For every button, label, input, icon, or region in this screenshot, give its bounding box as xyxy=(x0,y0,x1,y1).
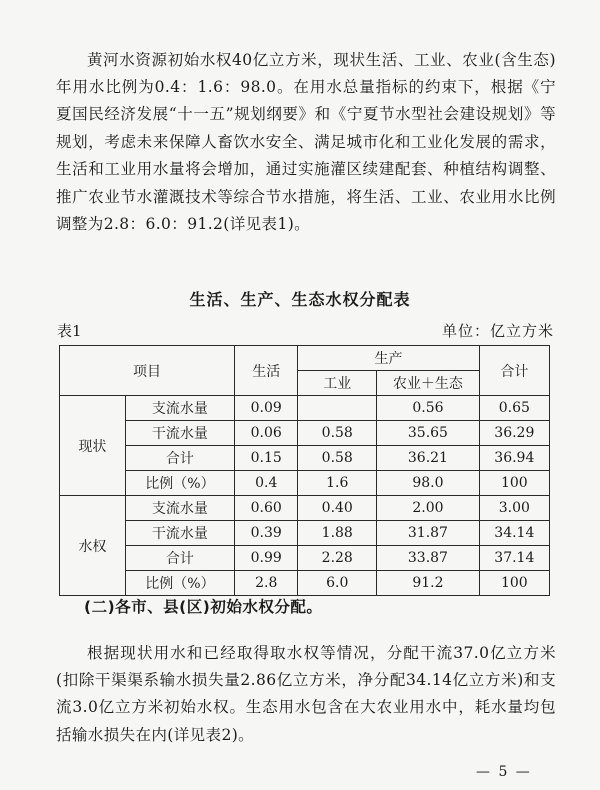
header-production: 生产 xyxy=(298,346,479,371)
cell-industry: 2.28 xyxy=(298,546,377,571)
cell-agri: 33.87 xyxy=(377,546,479,571)
table-row xyxy=(60,446,550,471)
cell-industry: 0.58 xyxy=(298,446,377,471)
cell-industry: 0.40 xyxy=(298,496,377,521)
table-row xyxy=(60,546,550,571)
cell-agri: 98.0 xyxy=(377,471,479,496)
header-industry: 工业 xyxy=(298,371,377,396)
cell-industry: 1.6 xyxy=(298,471,377,496)
header-agri: 农业＋生态 xyxy=(377,371,479,396)
cell-total: 37.14 xyxy=(479,546,549,571)
cell-living: 2.8 xyxy=(235,571,298,596)
row-label: 支流水量 xyxy=(125,396,234,421)
cell-agri: 35.65 xyxy=(377,421,479,446)
table-row xyxy=(60,471,550,496)
row-label: 支流水量 xyxy=(125,496,234,521)
cell-agri: 31.87 xyxy=(377,521,479,546)
cell-total: 0.65 xyxy=(479,396,549,421)
cell-living: 0.4 xyxy=(235,471,298,496)
row-label: 干流水量 xyxy=(125,421,234,446)
cell-industry: 1.88 xyxy=(298,521,377,546)
cell-living: 0.06 xyxy=(235,421,298,446)
row-label: 合计 xyxy=(125,546,234,571)
table-row xyxy=(60,396,550,421)
allocation-paragraph: 根据现状用水和已经取得取水权等情况，分配干流37.0亿立方米(扣除干渠渠系输水损失量2.86亿立方米，净分配34.14亿立方米)和支流3.0亿立方米初始水权。生态用水包含在大农业用水中，耗水量均包括输水损失在内(详见表2)。 xyxy=(56,643,556,744)
table-unit: 单位：亿立方米 xyxy=(441,322,554,340)
cell-total: 36.94 xyxy=(479,446,549,471)
table-row xyxy=(60,496,550,521)
cell-industry xyxy=(298,396,377,421)
row-label: 干流水量 xyxy=(125,521,234,546)
cell-total: 3.00 xyxy=(479,496,549,521)
cell-total: 100 xyxy=(479,571,549,596)
cell-living: 0.60 xyxy=(235,496,298,521)
row-label: 比例（%） xyxy=(125,471,234,496)
table-row xyxy=(60,421,550,446)
cell-living: 0.15 xyxy=(235,446,298,471)
header-total: 合计 xyxy=(479,346,549,396)
cell-agri: 2.00 xyxy=(377,496,479,521)
cell-living: 0.99 xyxy=(235,546,298,571)
table-title: 生活、生产、生态水权分配表 xyxy=(189,290,411,309)
group-label: 水权 xyxy=(60,496,126,596)
cell-living: 0.39 xyxy=(235,521,298,546)
cell-agri: 36.21 xyxy=(377,446,479,471)
cell-total: 36.29 xyxy=(479,421,549,446)
section-heading: (二)各市、县(区)初始水权分配。 xyxy=(84,598,323,616)
page-number: — 5 — xyxy=(476,764,532,780)
intro-paragraph: 黄河水资源初始水权40亿立方米，现状生活、工业、农业(含生态)年用水比例为0.4：1.6：98.0。在用水总量指标的约束下，根据《宁夏国民经济发展“十一五”规划纲要》和《宁夏节水型社会建设规划》等规划，考虑未来保障人畜饮水安全、满足城市化和工业化发展的需求，生活和工业用水量将会增加，通过实施灌区续建配套、种植结构调整、推广农业节水灌溉技术等综合节水措施，将生活、工业、农业用水比例调整为2.8：6.0：91.2(详见表1)。 xyxy=(56,50,556,233)
cell-total: 34.14 xyxy=(479,521,549,546)
row-label: 比例（%） xyxy=(125,571,234,596)
cell-industry: 6.0 xyxy=(298,571,377,596)
group-label: 现状 xyxy=(60,396,126,496)
cell-agri: 0.56 xyxy=(377,396,479,421)
cell-total: 100 xyxy=(479,471,549,496)
water-rights-table xyxy=(59,345,550,596)
header-item: 项目 xyxy=(60,346,235,396)
cell-industry: 0.58 xyxy=(298,421,377,446)
table-row xyxy=(60,571,550,596)
row-label: 合计 xyxy=(125,446,234,471)
table-number: 表1 xyxy=(57,322,82,340)
cell-agri: 91.2 xyxy=(377,571,479,596)
header-living: 生活 xyxy=(235,346,298,396)
cell-living: 0.09 xyxy=(235,396,298,421)
table-row xyxy=(60,521,550,546)
